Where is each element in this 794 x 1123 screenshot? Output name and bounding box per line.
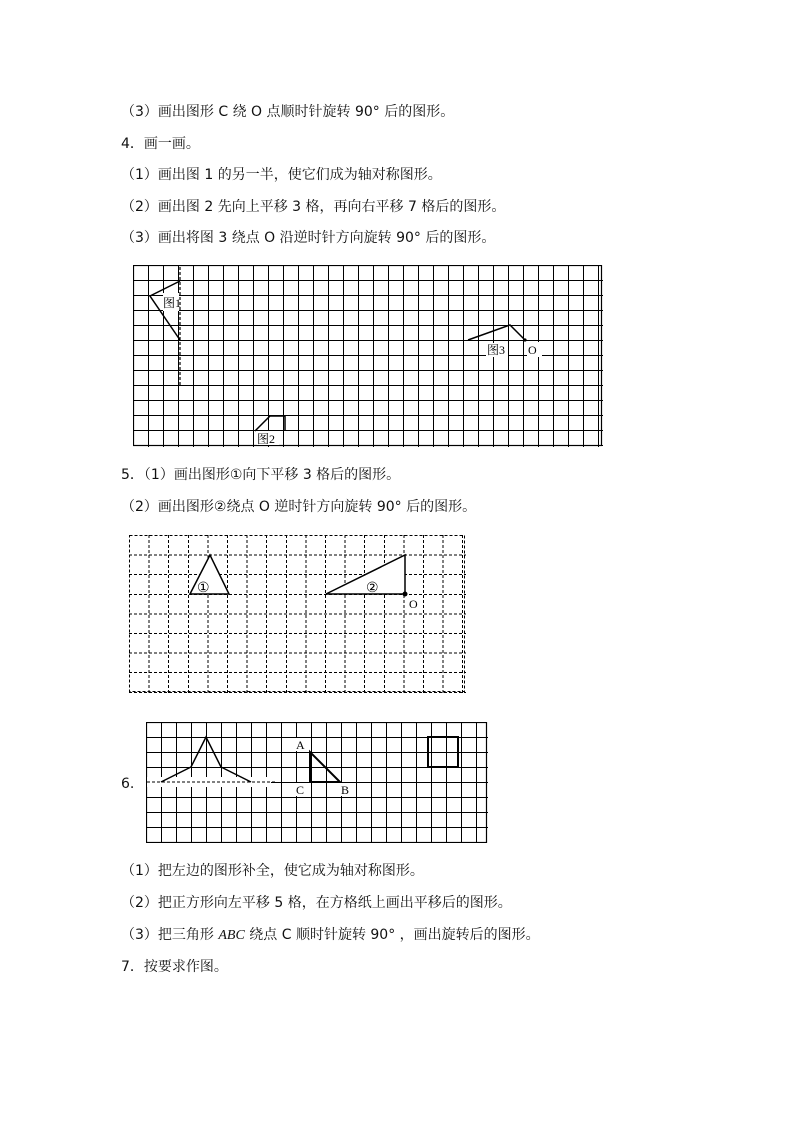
point-o-dot: [523, 338, 526, 341]
point-o-dot: [403, 592, 408, 597]
grid-figure-4: [133, 265, 603, 447]
question-4-part-1: （1）画出图 1 的另一半，使它们成为轴对称图形。: [121, 167, 442, 183]
label-figure-3: 图3: [487, 343, 506, 357]
label-figure-1: 图1: [163, 296, 182, 310]
label-shape-1: ①: [197, 581, 210, 596]
question-6-number: 6.: [121, 776, 135, 792]
question-6-part-3: [121, 926, 540, 945]
question-5-part-1: 5．（1）画出图形①向下平移 3 格后的图形。: [121, 467, 401, 483]
q3-line-3: （3）画出图形 C 绕 O 点顺时针旋转 90° 后的图形。: [121, 104, 455, 120]
question-6-part-2: （2）把正方形向左平移 5 格，在方格纸上画出平移后的图形。: [121, 895, 512, 911]
q6-3-suffix: 绕点 C 顺时针旋转 90° ，画出旋转后的图形。: [244, 927, 540, 943]
label-shape-2: ②: [366, 581, 379, 596]
question-4-part-3: （3）画出将图 3 绕点 O 沿逆时针方向旋转 90° 后的图形。: [121, 230, 496, 246]
label-point-a: A: [296, 738, 305, 752]
figure-3: [468, 325, 525, 340]
label-point-c: C: [296, 783, 305, 797]
question-6-part-1: （1）把左边的图形补全，使它成为轴对称图形。: [121, 863, 424, 879]
grid-figure-5: [129, 535, 466, 693]
label-point-b: B: [341, 783, 350, 797]
grid-figure-6: [146, 722, 488, 843]
label-point-o: O: [409, 597, 418, 611]
q6-3-prefix: （3）把三角形: [121, 927, 219, 943]
label-figure-2: 图2: [257, 432, 276, 446]
label-point-o: O: [528, 343, 537, 357]
triangle-name-abc: ABC: [218, 928, 245, 943]
question-5-part-2: （2）画出图形②绕点 O 逆时针方向旋转 90° 后的图形。: [121, 499, 477, 515]
question-7-title: 7．按要求作图。: [121, 959, 228, 975]
figure-2: [255, 416, 285, 431]
question-4-title: 4．画一画。: [121, 136, 200, 152]
question-4-part-2: （2）画出图 2 先向上平移 3 格，再向右平移 7 格后的图形。: [121, 199, 506, 215]
